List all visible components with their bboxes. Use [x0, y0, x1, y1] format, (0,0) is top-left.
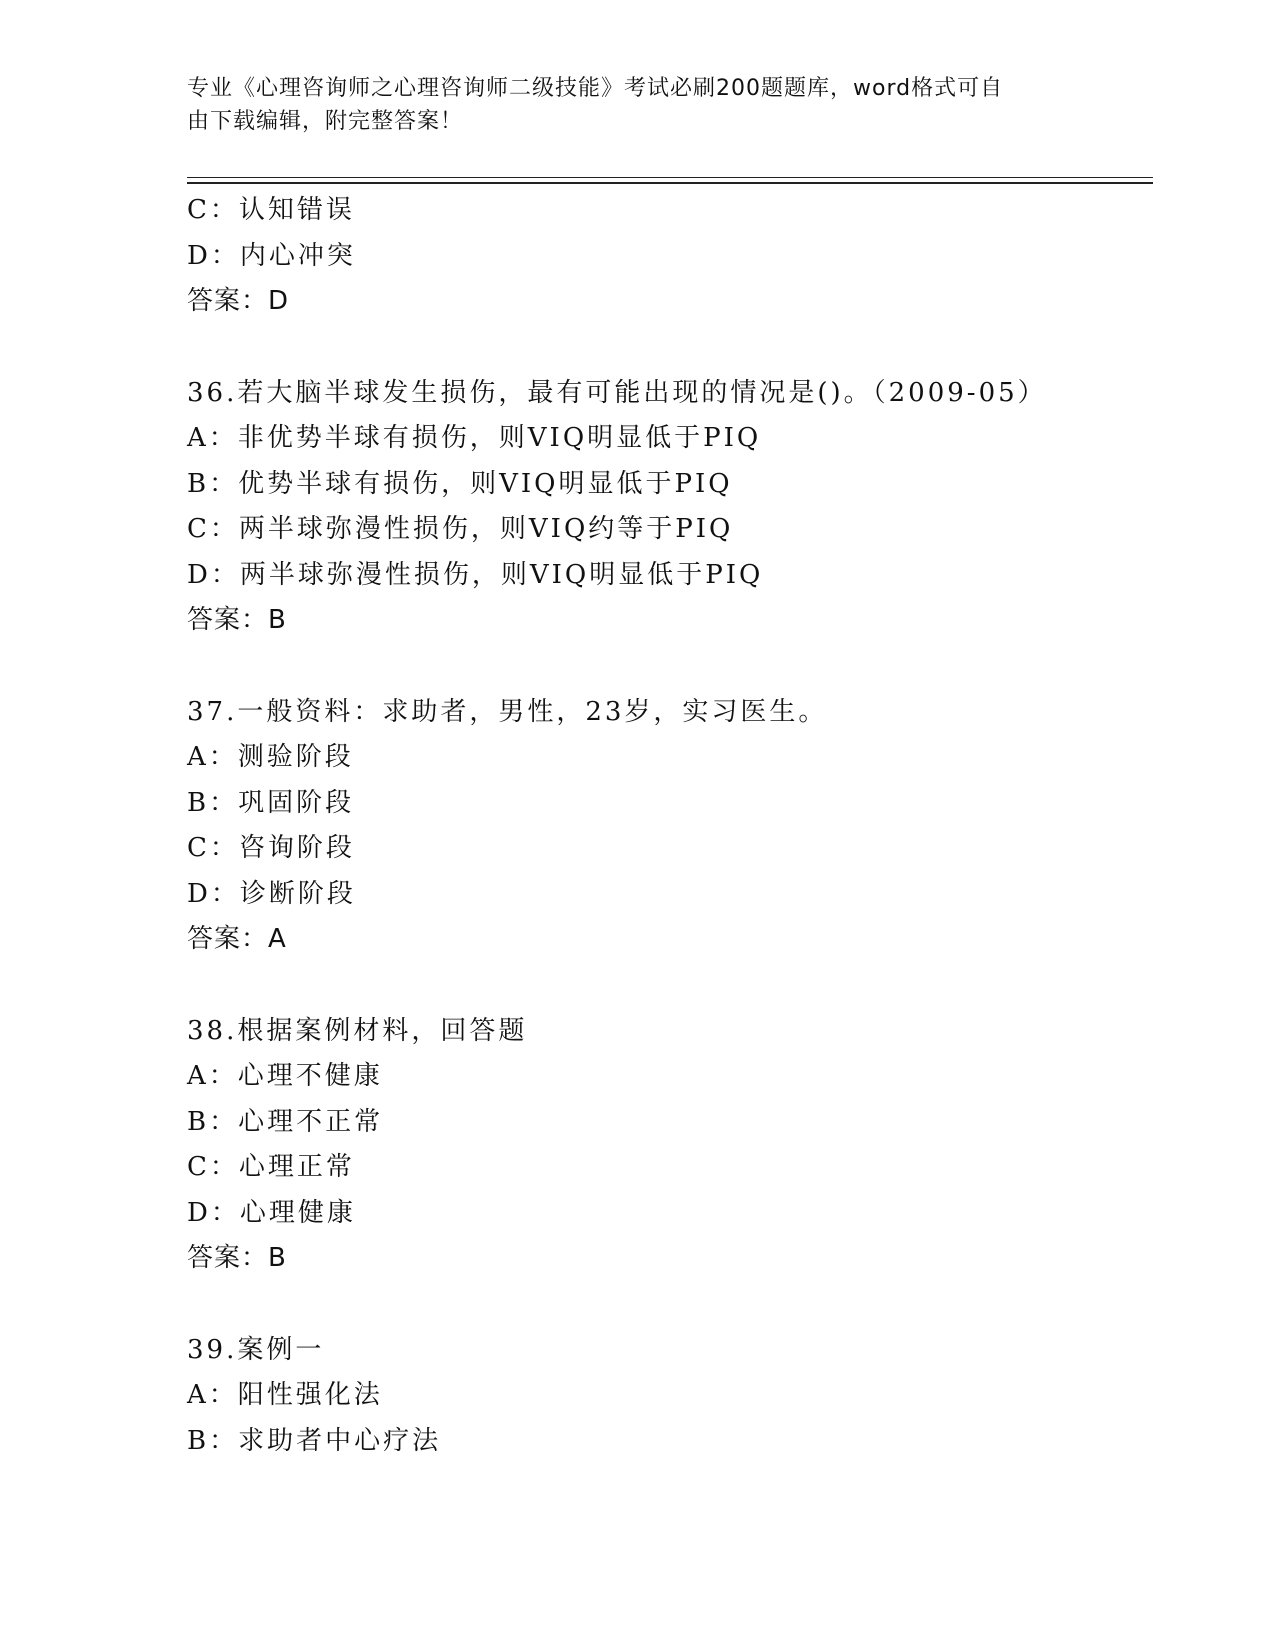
option-d: D：诊断阶段	[187, 878, 356, 909]
header-line-1: 专业《心理咨询师之心理咨询师二级技能》考试必刷200题题库，word格式可自	[187, 76, 1004, 101]
option-d: D：两半球弥漫性损伤，则VIQ明显低于PIQ	[187, 559, 764, 590]
option-c: C：咨询阶段	[187, 833, 355, 863]
option-b: B：心理不正常	[187, 1106, 384, 1137]
question-stem: 38.根据案例材料，回答题	[187, 1015, 528, 1046]
question-block-38	[187, 1009, 1153, 1282]
spacer	[187, 1282, 1153, 1328]
header-divider-thin	[187, 177, 1153, 178]
option-a: A：非优势半球有损伤，则VIQ明显低于PIQ	[187, 423, 762, 453]
option-c: C：认知错误	[187, 195, 355, 225]
header-line-2: 由下载编辑，附完整答案！	[187, 109, 464, 134]
answer-line: 答案：A	[187, 924, 287, 954]
answer-line: 答案：B	[187, 605, 287, 635]
document-header	[187, 72, 1067, 138]
option-a: A：心理不健康	[187, 1061, 383, 1091]
spacer	[187, 644, 1153, 690]
option-c: C：心理正常	[187, 1152, 355, 1182]
question-stem: 39.案例一	[187, 1334, 325, 1365]
header-divider-thick	[187, 182, 1153, 184]
question-block-36	[187, 371, 1153, 644]
option-a: A：测验阶段	[187, 742, 354, 772]
option-a: A：阳性强化法	[187, 1380, 383, 1410]
option-b: B：巩固阶段	[187, 787, 355, 818]
answer-line: 答案：D	[187, 286, 290, 316]
spacer	[187, 325, 1153, 371]
answer-line: 答案：B	[187, 1243, 287, 1273]
question-block-37	[187, 690, 1153, 963]
question-stem: 37.一般资料：求助者，男性，23岁，实习医生。	[187, 696, 828, 727]
question-stem: 36.若大脑半球发生损伤，最有可能出现的情况是()。（2009-05）	[187, 377, 1047, 408]
spacer	[187, 963, 1153, 1009]
option-d: D：心理健康	[187, 1197, 356, 1228]
option-c: C：两半球弥漫性损伤，则VIQ约等于PIQ	[187, 514, 734, 544]
question-block-partial	[187, 188, 1153, 325]
option-b: B：求助者中心疗法	[187, 1425, 442, 1456]
option-d: D：内心冲突	[187, 240, 356, 271]
option-b: B：优势半球有损伤，则VIQ明显低于PIQ	[187, 468, 733, 499]
question-list	[187, 188, 1153, 1464]
question-block-39	[187, 1328, 1153, 1465]
